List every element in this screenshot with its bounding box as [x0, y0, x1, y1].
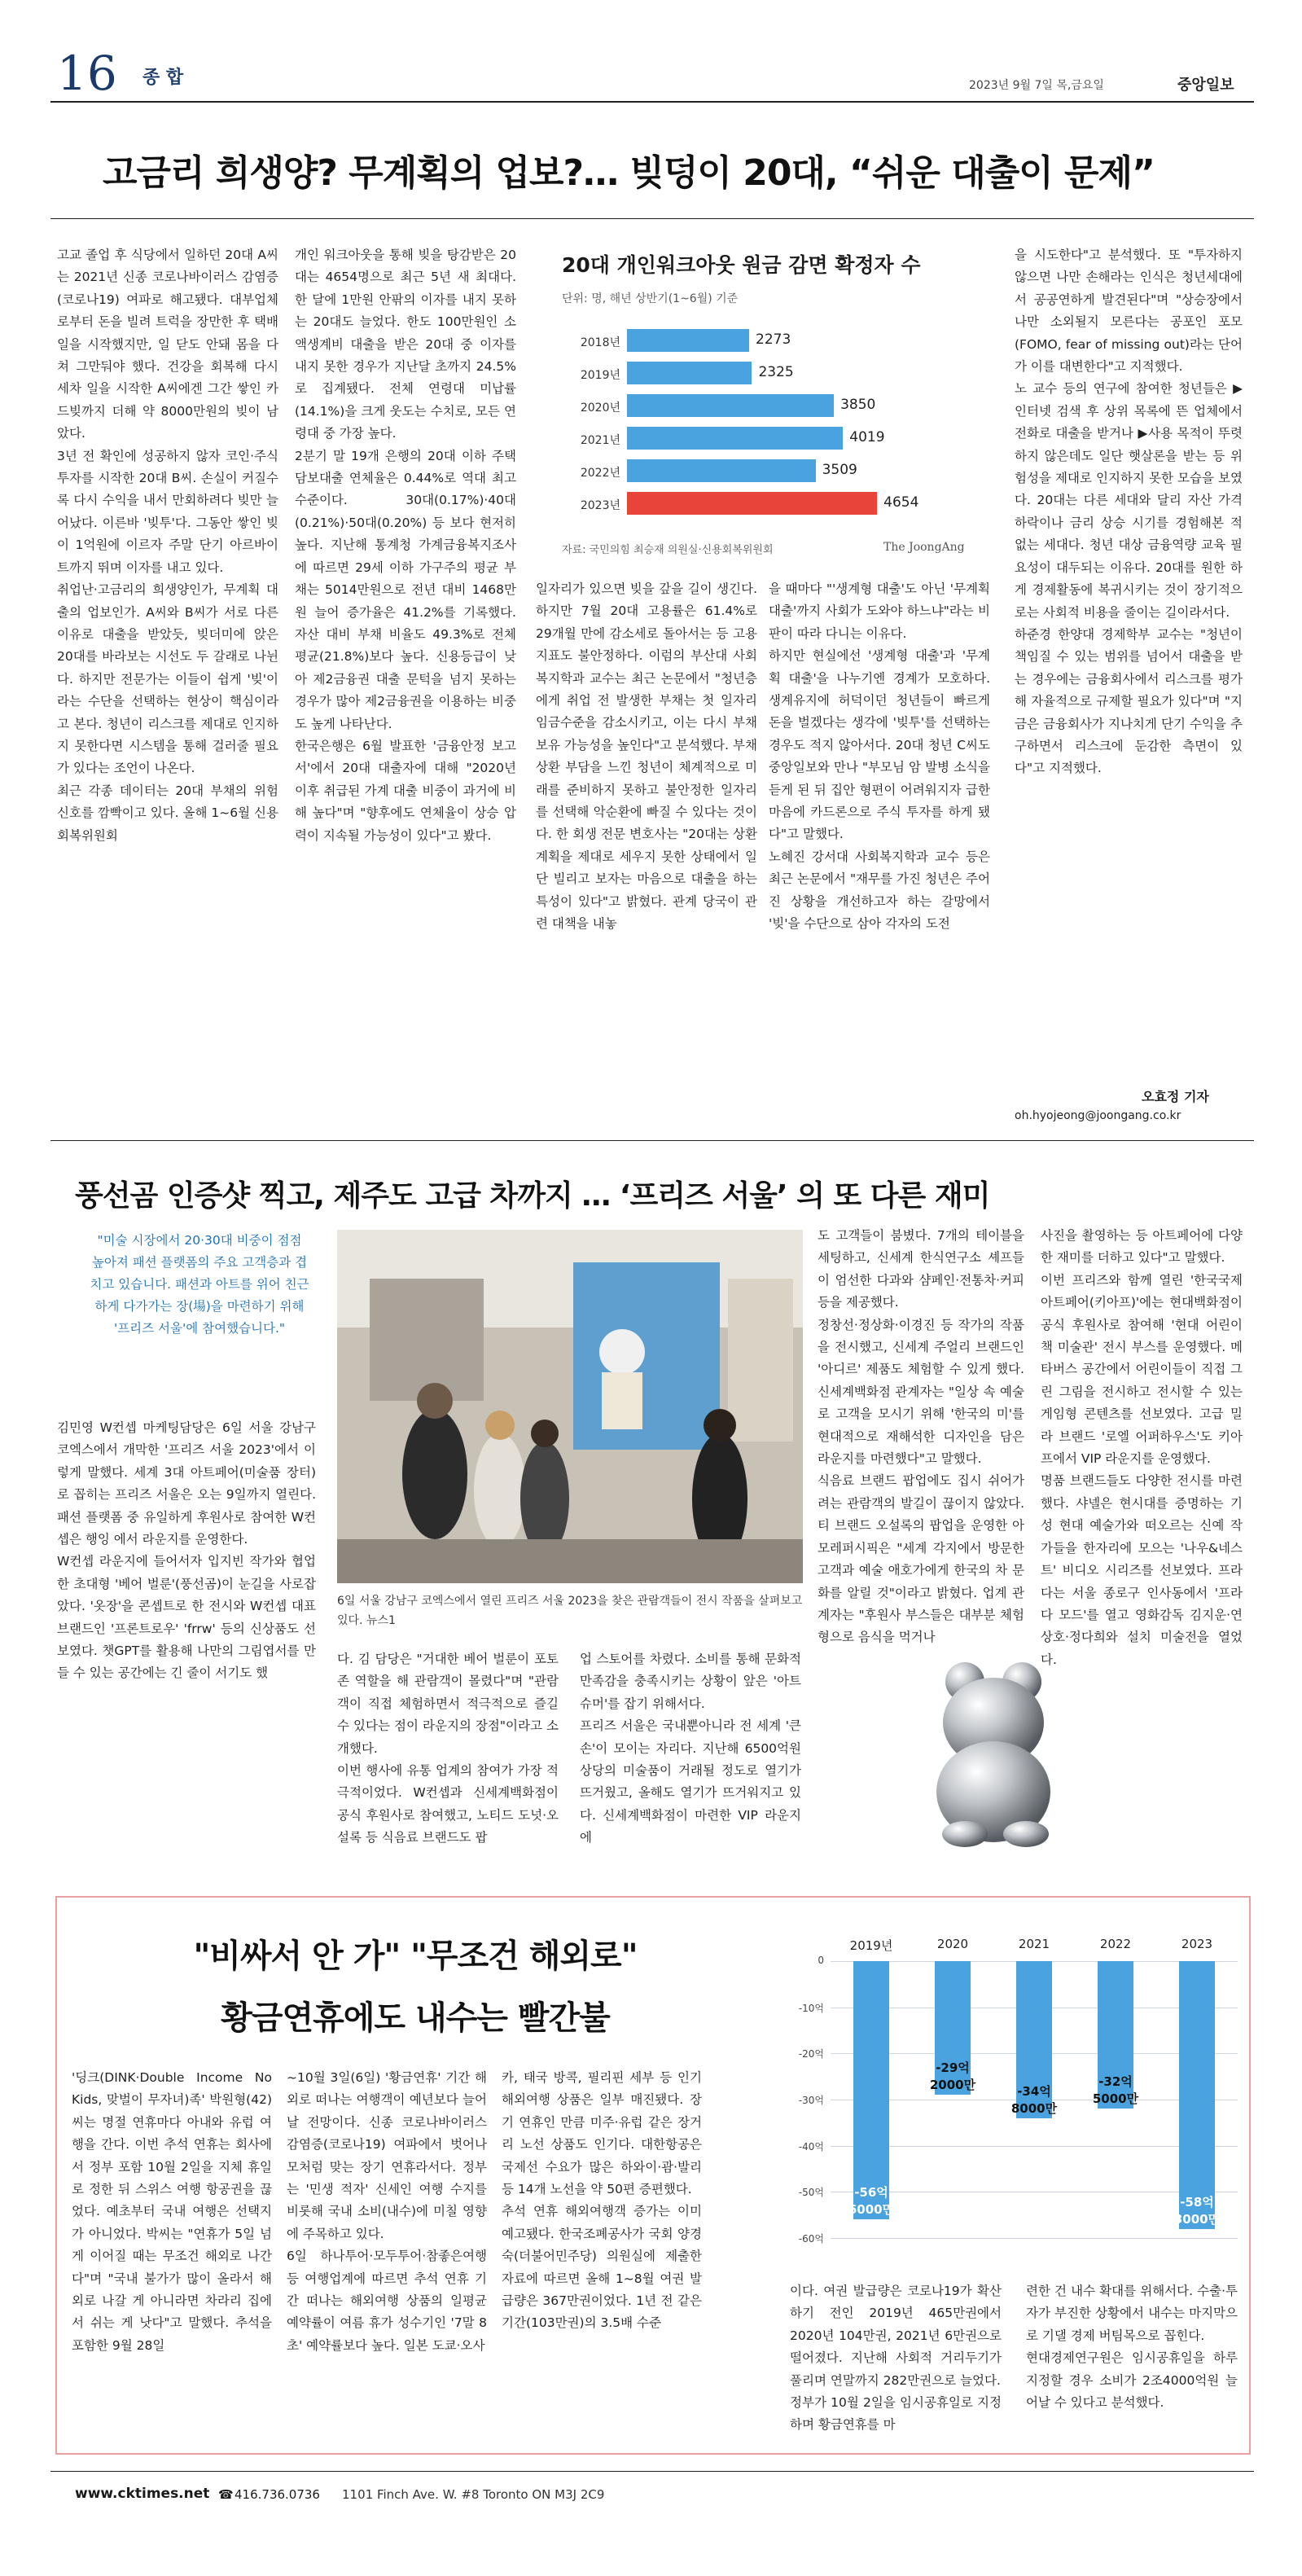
event-photo [337, 1230, 803, 1583]
chart-1-value-label: 2273 [756, 331, 791, 348]
article-3-col-3: 카, 태국 방콕, 필리핀 세부 등 인기 해외여행 상품은 일부 매진됐다. 장기 연휴인 만큼 미주·유럽 같은 장거리 노선 상품도 인기다. 대한항공은 국제선 수요가 많은 하와이·괌·발리 등 14개 노선을 약 50편 증편했다. 추석 연휴 해외여행객 증가는 이미 예고됐다. 한국조폐공사가 국회 양경숙(더불어민주당) 의원실에 제출한 자료에 따르면 올해 1~8월 여권 발급량은 367만권이었다. 1년 전 같은 기간(103만권)의 3.5배 수준 [502, 2070, 702, 2331]
article-divider-1 [50, 1140, 1254, 1141]
chart-2-value-label: -34억 8000만 [1010, 2083, 1058, 2116]
chart-title: 20대 개인워크아웃 원금 감면 확정자 수 [562, 253, 921, 277]
chart-1-bars [562, 326, 985, 529]
chart-2-tick-label: -50억 [798, 2187, 824, 2199]
chart-2-value-label: -56억 6000만 [848, 2185, 895, 2218]
chart-2-category-label: 2020 [936, 1937, 969, 1951]
footer-address: 1101 Finch Ave. W. #8 Toronto ON M3J 2C9 [342, 2487, 605, 2502]
article-1-rule [50, 218, 1254, 219]
chart-1-bar [627, 492, 877, 515]
footer-rule [50, 2471, 1254, 2472]
chart-1-category-label: 2018년 [580, 336, 620, 349]
chart-1-bar [627, 459, 816, 482]
chart-2-category-label: 2022 [1099, 1937, 1132, 1951]
chart-2-tick-label: -40억 [798, 2140, 824, 2153]
article-2-col-4: 도 고객들이 붐볐다. 7개의 테이블을 세팅하고, 신세계 한식연구소 셰프들이 엄선한 다과와 샴페인·전통차·커피 등을 제공했다. 정창선·정상화·이경진 등 작가의 작품을 전시했고, 신세계 주얼리 브랜드인 '아디르' 제품도 체험할 수 있게 했다. 신세계백화점 관계자는 "일상 속 예술로 고객을 모시기 위해 '한국의 미'를 현대적으로 재해석한 디자인을 담은 라운지를 마련했다"고 말했다. 식음료 브랜드 팝업에도 집시 쉬어가려는 관람객의 발길이 끊이지 않았다. 티 브랜드 오설록의 팝업을 운영한 아모레퍼시픽은 "세계 각지에서 방문한 고객과 예술 애호가에게 한국의 차 문화를 알릴 것"이라고 밝혔다. 업계 관계자는 "후원사 부스들은 대부분 체험형으로 음식을 먹거나 [818, 1228, 1024, 1645]
chart-2-tick-label: -60억 [798, 2233, 824, 2245]
article-3-col-2: ~10월 3일(6일) '황금연휴' 기간 해외로 떠나는 여행객이 예년보다 늘어날 전망이다. 신종 코로나바이러스 감염증(코로나19) 여파에서 벗어나 모처럼 맞는 장기 연휴라서다. 정부는 '민생 적자' 신세인 여행 수지를 비롯해 국내 소비(내수)에 미칠 영향에 주목하고 있다. 6일 하나투어·모두투어·참좋은여행 등 여행업계에 따르면 추석 연휴 기간 떠나는 해외여행 상품의 일평균 예약률이 여름 휴가 성수기인 '7말 8초' 예약률보다 높다. 일본 도쿄·오사 [287, 2070, 487, 2353]
chart-1-category-label: 2022년 [580, 467, 620, 480]
chart-2-gridline [831, 2238, 1238, 2239]
article-1-col-2: 개인 워크아웃을 통해 빚을 탕감받은 20대는 4654명으로 최근 5년 새 최대다. 한 달에 1만원 안팎의 이자를 내지 못하는 20대도 늘었다. 한도 100만원인 소액생계비 대출을 받은 20대 중 이자를 내지 못한 경우가 지난달 초까지 24.5%로 집계됐다. 전체 연령대 미납률(14.1%)을 크게 웃도는 수치로, 모든 연령대 중 가장 높다. 2분기 말 19개 은행의 20대 이하 주택담보대출 연체율은 0.44%로 역대 최고 수준이다. 30대(0.17%)·40대(0.21%)·50대(0.20%) 등 보다 현저히 높다. 지난해 통계청 가계금융복지조사에 따르면 29세 이하 가구주의 평균 부채는 5014만원으로 전년 대비 1468만원 늘어 증가율은 41.2%를 기록했다. 자산 대비 부채 비율도 49.3%로 전체 평균(21.8%)보다 높다. 신용등급이 낮아 제2금융권 대출 문턱을 넘지 못하는 경우가 많아 제2금융권을 이용하는 비중도 높게 나타난다. 한국은행은 6월 발표한 '금융안정 보고서'에서 20대 대출자에 대해 "2020년 이후 취급된 가계 대출 비중이 과거에 비해 높다"며 "향후에도 연체율이 상승 압력이 지속될 가능성이 있다"고 봤다. [295, 248, 516, 843]
chart-1-category-label: 2023년 [580, 499, 620, 512]
chart-credit: The JoongAng [883, 541, 965, 554]
article-2-col-3: 업 스토어를 차렸다. 소비를 통해 문화적 만족감을 충족시키는 상황이 앞은 '아트 슈머'를 잡기 위해서다. 프리즈 서울은 국내뿐아니라 전 세계 '큰 손'이 모이는 자리다. 지난해 6500억원 상당의 미술품이 거래될 정도로 열기가 뜨거웠고, 올해도 열기가 뜨거워지고 있다. 신세계백화점이 마련한 VIP 라운지에 [580, 1652, 801, 1845]
chart-1-value-label: 3850 [840, 397, 876, 413]
chart-1-value-label: 4654 [883, 494, 919, 511]
chart-2-category-label: 2023 [1181, 1937, 1213, 1951]
article-3-col-1: '딩크(DINK·Double Income No Kids, 맞벌이 무자녀)족' 박원형(42)씨는 명절 연휴마다 아내와 유럽 여행을 간다. 이번 추석 연휴는 회사에서 정부 포함 10월 2일을 지체 휴일로 정한 뒤 스위스 여행 항공권을 끊었다. 예초부터 국내 여행은 선택지가 아니었다. 박씨는 "연휴가 5일 넘게 이어질 때는 무조건 해외로 나간다"며 "국내 불가가 많이 올라서 해외로 나갈 게 아니라면 차라리 집에서 쉬는 게 낫다"고 말했다. 추석을 포함한 9월 28일 [72, 2070, 272, 2353]
page-number: 16 [57, 46, 117, 101]
chart-1-category-label: 2020년 [580, 402, 620, 415]
article-3-col-5: 련한 건 내수 확대를 위해서다. 수출·투자가 부진한 상황에서 내수는 마지막으로 기댈 경제 버팀목으로 꼽힌다. 현대경제연구원은 임시공휴일을 하루 지정할 경우 소비가 2조4000억원 늘어날 수 있다고 분석했다. [1026, 2284, 1238, 2411]
chart-2-value-label: -29억 2000만 [929, 2060, 976, 2093]
pull-quote: "미술 시장에서 20·30대 비중이 점점 높아져 패션 플랫폼의 주요 고객층과 겹치고 있습니다. 패션과 아트를 위어 친근하게 다가가는 장(場)을 마련하기 위해 '프리즈 서울'에 참여했습니다." [90, 1233, 309, 1336]
article-2-headline: 풍선곰 인증샷 찍고, 제주도 고급 차까지 … ‘프리즈 서울’ 의 또 다른 재미 [75, 1179, 990, 1213]
footer-website[interactable]: www.cktimes.net [75, 2486, 210, 2502]
chart-2-gridline [831, 2146, 1238, 2147]
chart-1-value-label: 2325 [758, 364, 794, 380]
chart-2-tick-label: -20억 [798, 2048, 824, 2060]
chart-2-category-label: 2019년 [849, 1938, 893, 1953]
issue-date: 2023년 9월 7일 목,금요일 [969, 79, 1104, 92]
article-1-headline: 고금리 희생양? 무계획의 업보?… 빚덩이 20대, “쉬운 대출이 문제” [103, 152, 1155, 194]
reporter-email: oh.hyojeong@joongang.co.kr [1015, 1109, 1181, 1122]
article-3-headline-1: "비싸서 안 가" "무조건 해외로" [193, 1937, 638, 1975]
travel-chart [782, 1920, 1246, 2271]
byline: 오효정 기자 [1142, 1089, 1209, 1104]
chart-2-bar [853, 1961, 889, 2219]
article-1-col-3a: 일자리가 있으면 빚을 갚을 길이 생긴다. 하지만 7월 20대 고용률은 61.4%로 29개월 만에 감소세로 돌아서는 등 고용지표도 불안정하다. 이럼의 부산대 사회복지학과 교수는 최근 논문에서 "청년층에게 취업 전 발생한 부채는 첫 일자리 임금수준을 감소시키고, 이는 다시 부채 보유 가능성을 높인다"고 분석했다. 부채상환 부담을 느낀 청년이 체계적으로 미래를 준비하지 못하고 불안정한 일자리를 선택해 악순환에 빠질 수 있다는 것이다. 한 회생 전문 변호사는 "20대는 상환 계획을 제대로 세우지 못한 상태에서 일단 빌리고 보자는 마음으로 대출을 하는 특성이 있다"고 밝혔다. 관계 당국이 관련 대책을 내놓 [536, 581, 757, 932]
chart-1-bar [627, 427, 843, 450]
header-rule [50, 101, 1254, 103]
article-3-col-4: 이다. 여권 발급량은 코로나19가 확산하기 전인 2019년 465만권에서 2020년 104만권, 2021년 6만권으로 떨어졌다. 지난해 사회적 거리두기가 풀리며 연말까지 282만권으로 늘었다. 정부가 10월 2일을 임시공휴일로 지정하며 황금연휴를 마 [790, 2284, 1002, 2433]
article-1-col-3b: 을 때마다 "'생계형 대출'도 아닌 '무계획 대출'까지 사회가 도와야 하느냐"라는 비판이 따라 다니는 이유다. 하지만 현실에선 '생계형 대출'과 '무계획 대출'을 나누기엔 경계가 모호하다. 생계유지에 허덕이던 청년들이 빠르게 돈을 벌겠다는 생각에 '빚투'를 선택하는 경우도 적지 않아서다. 20대 청년 C씨도 중앙일보와 만나 "부모님 암 발병 소식을 듣게 된 뒤 집안 형편이 어려워지자 급한 마음에 카드론으로 주식 투자를 하게 됐다"고 말했다. 노혜진 강서대 사회복지학과 교수 등은 최근 논문에서 "재무를 가진 청년은 주어진 상황을 개선하고자 하는 갈망에서 '빚'을 수단으로 삼아 각자의 도전 [769, 581, 990, 932]
chart-1-bar [627, 394, 834, 417]
chart-1-category-label: 2019년 [580, 369, 620, 382]
chart-2-category-label: 2021 [1018, 1937, 1050, 1951]
article-1-col-1: 고교 졸업 후 식당에서 일하던 20대 A씨는 2021년 신종 코로나바이러스 감염증(코로나19) 여파로 해고됐다. 대부업체로부터 돈을 빌려 트럭을 장만한 후 택배 일을 시작했지만, 일 닫도 안돼 몸을 다쳐 그만둬야 했다. 건강을 회복해 다시 세차 일을 시작한 A씨에겐 그간 쌓인 카드빚까지 더해 약 8000만원의 빚이 남았다. 3년 전 확인에 성공하지 않자 코인·주식 투자를 시작한 20대 B씨. 손실이 커질수록 다시 수익을 내서 만회하려다 빚만 늘어났다. 이른바 '빚투'다. 그동안 쌓인 빚이 1억원에 이르자 주말 단기 아르바이트까지 뛰며 이자를 내고 있다. 취업난·고금리의 희생양인가, 무계획 대출의 업보인가. A씨와 B씨가 서로 다른 이유로 대출을 받았듯, 빚더미에 앉은 20대를 바라보는 시선도 두 갈래로 나뉜다. 하지만 전문가는 이들이 쉽게 '빚'이라는 수단을 선택하는 현상이 핵심이라고 본다. 청년이 리스크를 제대로 인지하지 못한다면 시스템을 통해 걸러줄 필요가 있다는 조언이 나온다. 최근 각종 데이터는 20대 부채의 위험 신호를 깜빡이고 있다. 올해 1~6월 신용회복위원회 [57, 248, 278, 843]
article-3-box [55, 1896, 1251, 2455]
chart-2-tick-label: 0 [818, 1955, 824, 1966]
chart-source: 자료: 국민의힘 최승재 의원실·신용회복위원회 [562, 544, 774, 556]
article-1-col-4: 을 시도한다"고 분석했다. 또 "투자하지 않으면 나만 손해라는 인식은 청년세대에서 공공연하게 발견된다"며 "상승장에서 나만 소외될지 모른다는 공포인 포모(FOMO, fear of missing out)라는 단어가 이를 대변한다"고 지적했다. 노 교수 등의 연구에 참여한 청년들은 ▶인터넷 검색 후 상위 목록에 뜬 업체에서 전화로 대출을 받거나 ▶사용 목적이 뚜렷하지 않은데도 일단 햇살론을 받는 등 위험성을 제대로 인지하지 못한 모습을 보였다. 20대는 다른 세대와 달리 자산 가격 하락이나 금리 상승 시기를 경험해본 적 없는 세대다. 청년 대상 금융역량 교육 필요성이 대두되는 이유다. 20대를 원한 하게 경제활동에 복귀시키는 것이 장기적으로는 사회적 비용을 줄이는 길이라서다. 하준경 한양대 경제학부 교수는 "청년이 책임질 수 있는 범위를 넘어서 대출을 받는 경우에는 금융회사에서 리스크를 평가해 자율적으로 규제할 필요가 있다"며 "지금은 금융회사가 지나치게 단기 수익을 추구하면서 리스크에 둔감한 측면이 있다"고 지적했다. [1015, 248, 1243, 776]
chart-2-value-label: -58억 3000만 [1173, 2194, 1221, 2227]
article-3-headline-2: 황금연휴에도 내수는 빨간불 [221, 1999, 610, 2037]
article-2-col-5: 사진을 촬영하는 등 아트페어에 다양한 재미를 더하고 있다"고 말했다. 이번 프리즈와 함께 열린 '한국국제아트페어(키아프)'에는 현대백화점이 공식 후원사로 참여해 '현대 어린이책 미술관' 전시 부스를 운영했다. 메타버스 공간에서 어린이들이 직접 그린 그림을 전시하고 전시할 수 있는 게임형 콘텐츠를 선보였다. 고급 밀라 브랜드 '로엘 어퍼하우스'도 키아프에서 VIP 라운지를 운영했다. 명품 브랜드들도 다양한 전시를 마련했다. 샤넬은 현시대를 증명하는 기성 현대 예술가와 떠오르는 신예 작가들을 한자리에 모으는 '나우&네스트' 비디오 시리즈를 선보였다. 프라다는 서울 종로구 인사동에서 '프라다 모드'를 열고 영화감독 김지운·연상호·정다희와 설치 미술전을 열었다. [1041, 1228, 1243, 1667]
section-name: 종 합 [142, 68, 184, 88]
chart-2-tick-label: -10억 [798, 2002, 824, 2014]
chart-1-value-label: 3509 [822, 462, 857, 478]
paper-name: 중앙일보 [1177, 77, 1234, 94]
chart-unit: 단위: 명, 해년 상반기(1~6월) 기준 [562, 292, 739, 305]
chart-1-bar [627, 362, 752, 384]
chart-2-value-label: -32억 5000만 [1092, 2074, 1139, 2107]
chart-1-bar [627, 329, 749, 352]
footer-phone: 416.736.0736 [235, 2487, 320, 2502]
phone-icon: ☎ [218, 2487, 234, 2502]
article-2-col-1: 김민영 W컨셉 마케팅담당은 6일 서울 강남구 코엑스에서 개막한 '프리즈 서울 2023'에서 이렇게 말했다. 세계 3대 아트페어(미술품 장터)로 꼽히는 프리즈 서울은 오는 9일까지 열린다. 패션 플랫폼 중 유일하게 후원사로 참여한 W컨셉은 행잉 에서 라운지를 운영한다. W컨셉 라운지에 들어서자 입지빈 작가와 협업한 초대형 '베어 벌룬'(풍선곰)이 눈길을 사로잡았다. '옷장'을 콘셉트로 한 전시와 W컨셉 대표 브랜드인 '프론트로우' 'frrw' 등의 신상품도 선보였다. 챗GPT를 활용해 나만의 그림엽서를 만들 수 있는 공간에는 긴 줄이 서기도 했 [57, 1420, 316, 1681]
chart-1-category-label: 2021년 [580, 434, 620, 447]
article-2-col-2: 다. 김 담당은 "거대한 베어 벌룬이 포토존 역할을 해 관람객이 몰렸다"며 "관람객이 직접 체험하면서 적극적으로 즐길 수 있다는 점이 라운지의 장점"이라고 소개했다. 이번 행사에 유통 업계의 참여가 가장 적극적이었다. W컨셉과 신세계백화점이 공식 후원사로 참여했고, 노티드 도넛·오설록 등 식음료 브랜드도 팝 [337, 1652, 559, 1845]
photo-caption: 6일 서울 강남구 코엑스에서 열린 프리즈 서울 2023을 찾은 관람객들이 전시 작품을 살펴보고 있다. 뉴스1 [337, 1595, 803, 1627]
balloon-bear-sculpture [920, 1645, 1067, 1849]
chart-2-tick-label: -30억 [798, 2095, 824, 2106]
chart-1-value-label: 4019 [849, 429, 885, 445]
chart-2-bar [1179, 1961, 1215, 2229]
